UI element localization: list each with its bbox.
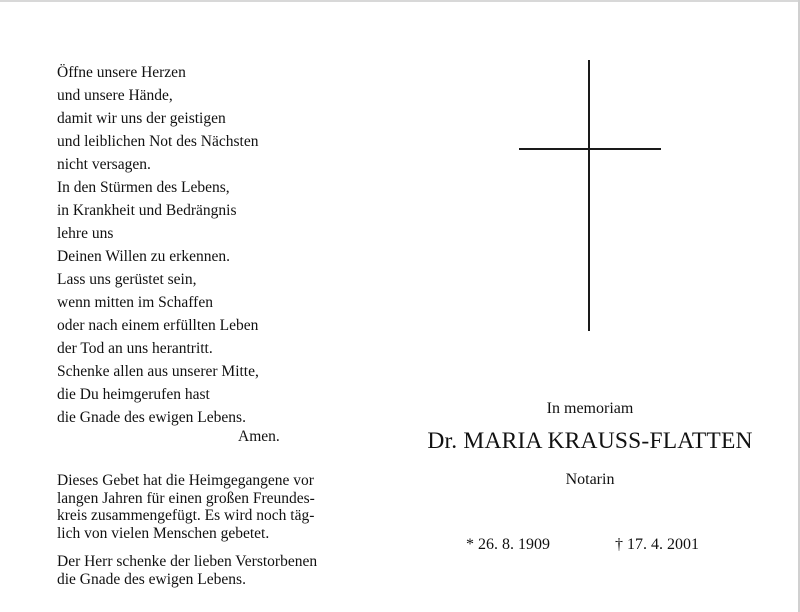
deceased-profession: Notarin: [565, 471, 615, 488]
prayer-line: In den Stürmen des Lebens,: [57, 179, 230, 196]
prayer-amen: Amen.: [238, 428, 280, 445]
prayer-note: [57, 472, 357, 542]
note-line: langen Jahren für einen großen Freundes-: [57, 489, 315, 507]
prayer-line: und leiblichen Not des Nächsten: [57, 133, 259, 150]
prayer-line: die Du heimgerufen hast: [57, 386, 210, 403]
closing-line: Der Herr schenke der lieben Verstorbenen: [57, 553, 318, 570]
note-line: kreis zusammengefügt. Es wird noch täg-: [57, 507, 315, 524]
prayer-line: Öffne unsere Herzen: [57, 64, 186, 81]
death-date: † 17. 4. 2001: [615, 536, 699, 553]
card-edge-top: [0, 0, 800, 2]
deceased-name: Dr. MARIA KRAUSS-FLATTEN: [427, 428, 753, 454]
prayer-line: Deinen Willen zu erkennen.: [57, 248, 230, 265]
note-line: Dieses Gebet hat die Heimgegangene vor: [57, 472, 314, 489]
prayer-line: die Gnade des ewigen Lebens.: [57, 409, 246, 426]
prayer-line: und unsere Hände,: [57, 87, 173, 104]
cross-horizontal-bar: [519, 148, 661, 150]
cross-vertical-bar: [588, 60, 590, 331]
prayer-line: nicht versagen.: [57, 156, 151, 173]
prayer-line: Lass uns gerüstet sein,: [57, 271, 197, 288]
note-line: lich von vielen Menschen gebetet.: [57, 524, 270, 542]
prayer-line: in Krankheit und Bedrängnis: [57, 202, 237, 219]
prayer-text: [57, 61, 297, 429]
memoriam-heading: In memoriam: [546, 400, 634, 417]
prayer-line: der Tod an uns herantritt.: [57, 340, 213, 357]
birth-date: * 26. 8. 1909: [466, 536, 550, 553]
prayer-line: damit wir uns der geistigen: [57, 110, 226, 127]
closing-line: die Gnade des ewigen Lebens.: [57, 570, 246, 588]
prayer-line: lehre uns: [57, 225, 114, 242]
prayer-line: wenn mitten im Schaffen: [57, 294, 213, 311]
prayer-line: oder nach einem erfüllten Leben: [57, 317, 259, 334]
closing-blessing: [57, 553, 357, 588]
prayer-line: Schenke allen aus unserer Mitte,: [57, 363, 259, 380]
